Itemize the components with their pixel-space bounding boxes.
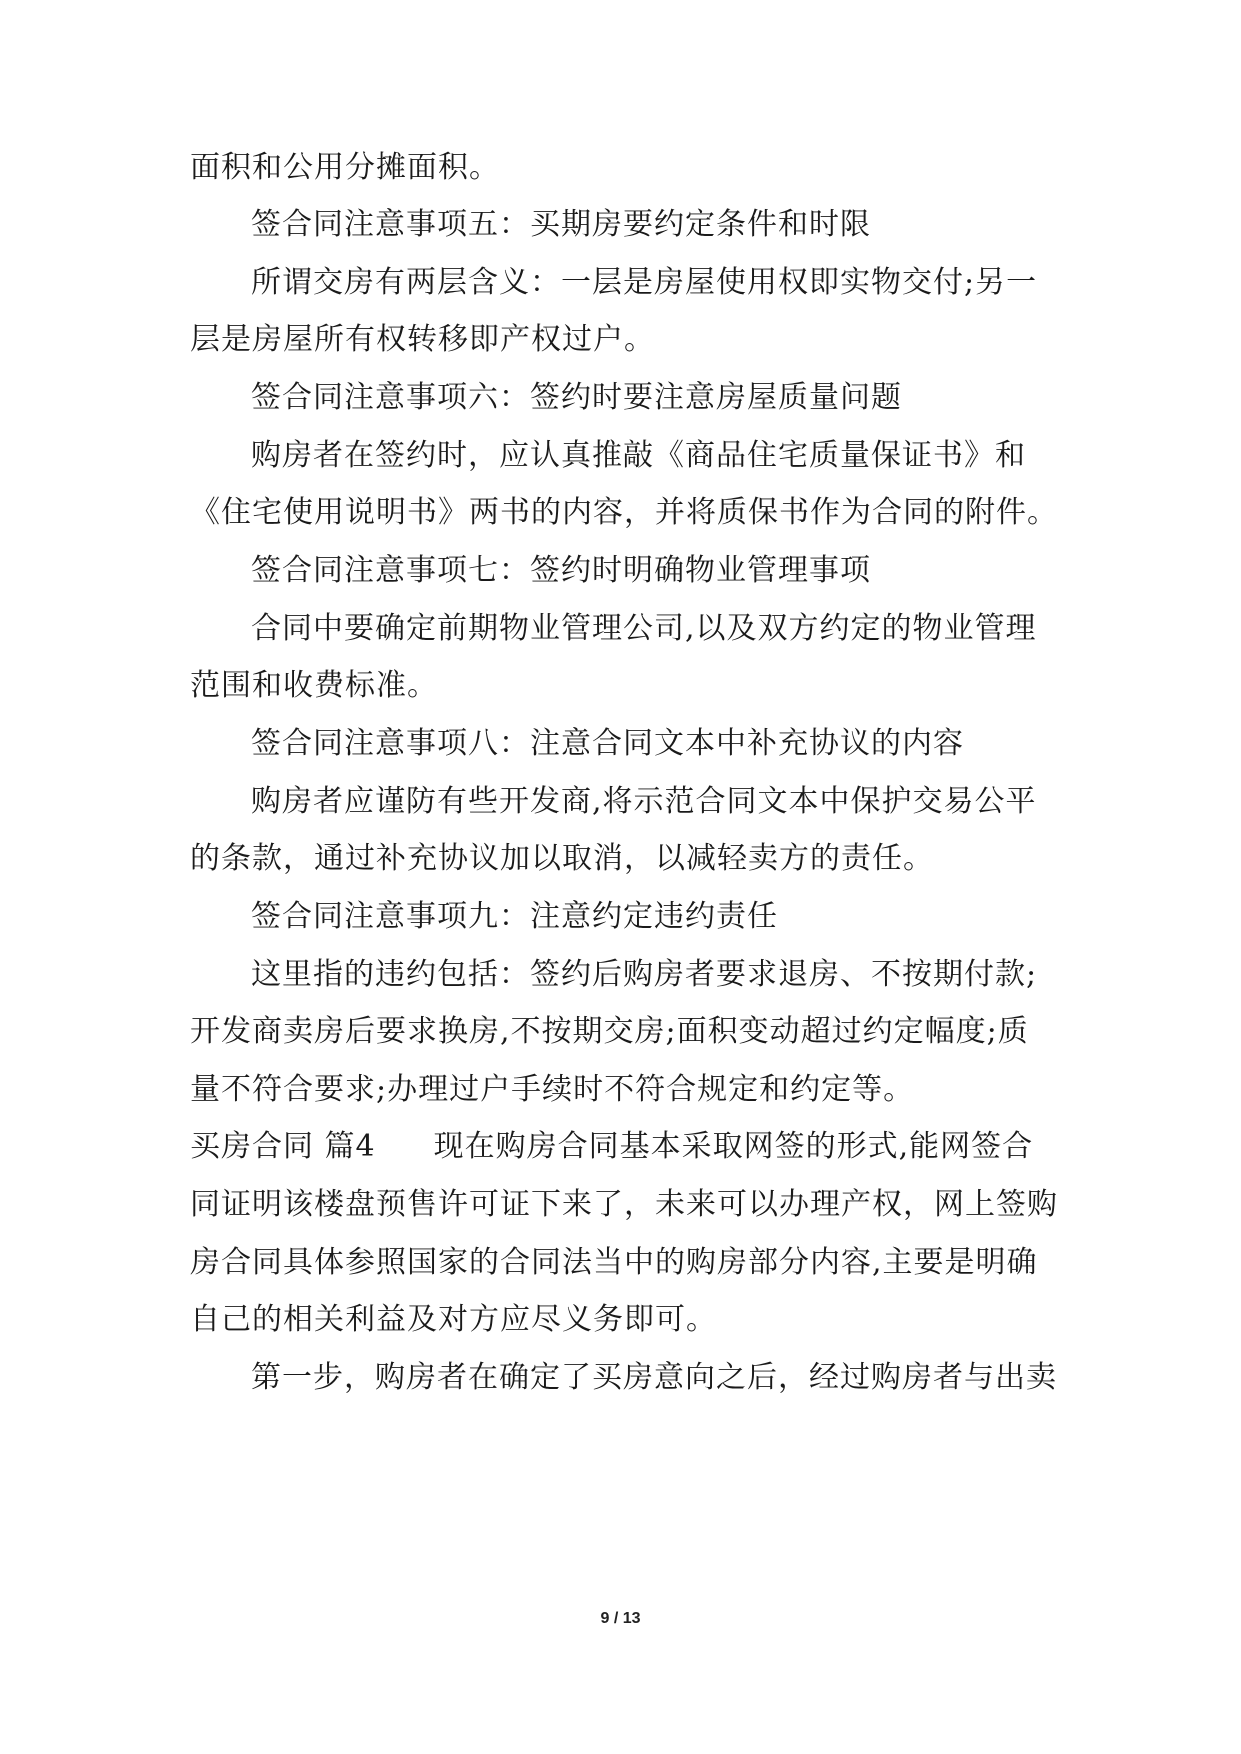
- body-line: 这里指的违约包括：签约后购房者要求退房、不按期付款;: [251, 957, 1038, 992]
- item-heading-seven: 签合同注意事项七：签约时明确物业管理事项: [251, 553, 871, 588]
- body-line: 购房者在签约时，应认真推敲《商品住宅质量保证书》和: [251, 438, 1026, 473]
- body-line: 范围和收费标准。: [190, 668, 438, 703]
- body-line: 第一步，购房者在确定了买房意向之后，经过购房者与出卖: [251, 1360, 1057, 1395]
- item-heading-six: 签合同注意事项六：签约时要注意房屋质量问题: [251, 380, 902, 415]
- section-first-line: 现在购房合同基本采取网签的形式,能网签合: [433, 1129, 1034, 1164]
- body-line: 所谓交房有两层含义：一层是房屋使用权即实物交付;另一: [251, 265, 1038, 300]
- body-line: 房合同具体参照国家的合同法当中的购房部分内容,主要是明确: [190, 1245, 1038, 1280]
- body-line: 开发商卖房后要求换房,不按期交房;面积变动超过约定幅度;质: [190, 1014, 1029, 1049]
- body-line: 面积和公用分摊面积。: [190, 150, 500, 185]
- section-heading: 买房合同 篇4: [190, 1129, 376, 1164]
- body-line: 《住宅使用说明书》两书的内容，并将质保书作为合同的附件。: [190, 495, 1058, 530]
- body-line: 自己的相关利益及对方应尽义务即可。: [190, 1302, 717, 1337]
- body-line: 量不符合要求;办理过户手续时不符合规定和约定等。: [190, 1072, 915, 1107]
- item-heading-eight: 签合同注意事项八：注意合同文本中补充协议的内容: [251, 726, 964, 761]
- body-line: 购房者应谨防有些开发商,将示范合同文本中保护交易公平: [251, 784, 1037, 819]
- body-line: 的条款，通过补充协议加以取消，以减轻卖方的责任。: [190, 841, 934, 876]
- item-heading-five: 签合同注意事项五：买期房要约定条件和时限: [251, 207, 871, 242]
- body-line: 合同中要确定前期物业管理公司,以及双方约定的物业管理: [251, 611, 1037, 646]
- page-number: 9 / 13: [600, 1610, 641, 1627]
- item-heading-nine: 签合同注意事项九：注意约定违约责任: [251, 899, 778, 934]
- body-line: 层是房屋所有权转移即产权过户。: [190, 322, 655, 357]
- section-line: [190, 1127, 1033, 1167]
- body-line: 同证明该楼盘预售许可证下来了，未来可以办理产权，网上签购: [190, 1187, 1058, 1222]
